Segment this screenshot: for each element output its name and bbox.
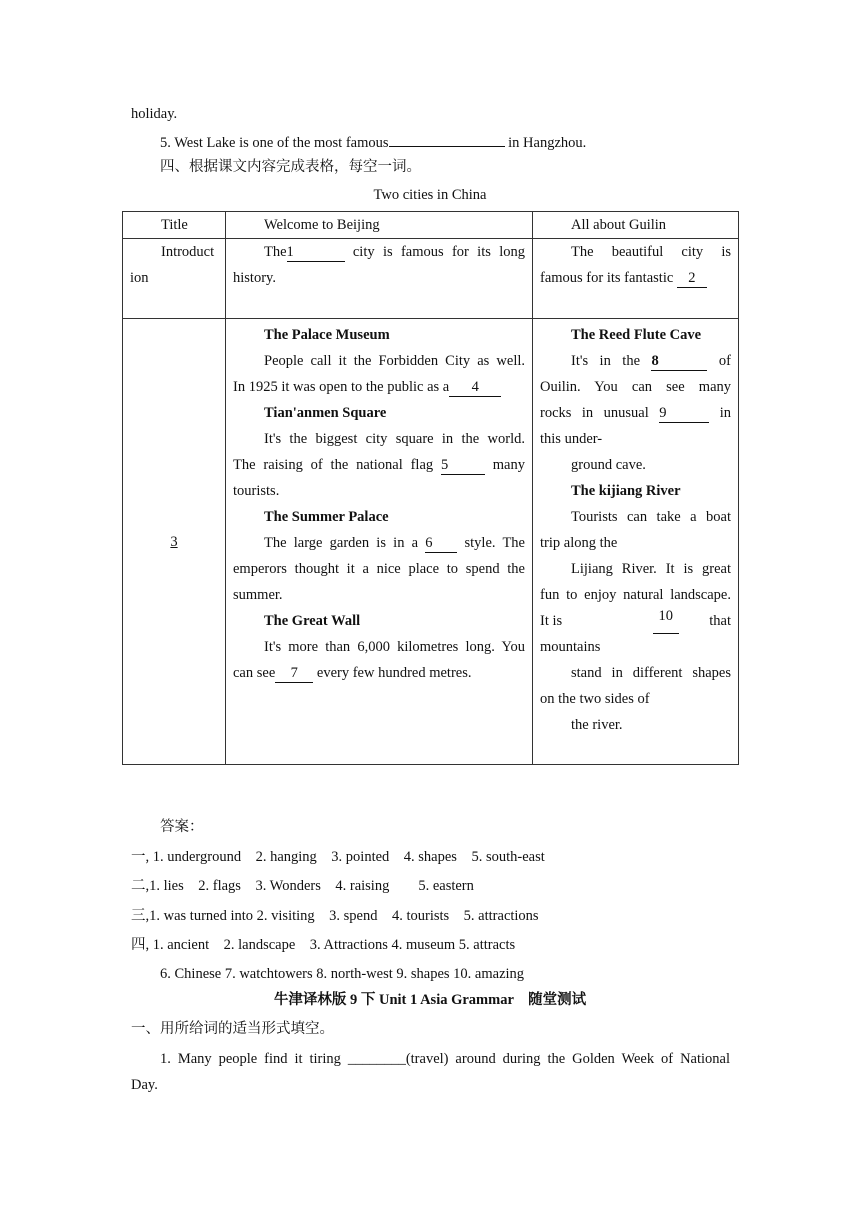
beijing-text: tourists.: [233, 483, 280, 499]
intro-beijing-c: history.: [233, 270, 276, 286]
next-section-title: 牛津译林版 9 下 Unit 1 Asia Grammar 随堂测试: [273, 992, 587, 1008]
table-intro-row: [123, 239, 739, 319]
blank-3[interactable]: 3: [170, 533, 178, 550]
beijing-text-span: In 1925 it was open to the public as a: [233, 379, 450, 395]
beijing-text: [233, 452, 525, 478]
guilin-text: fun to enjoy natural landscape.: [540, 587, 731, 603]
guilin-cell: [533, 319, 739, 765]
guilin-text: [540, 608, 731, 634]
question-1-line2: Day.: [131, 1077, 158, 1093]
guilin-text: stand in different shapes: [571, 665, 731, 681]
beijing-text: [233, 660, 525, 686]
blank-1[interactable]: 1: [287, 244, 345, 262]
guilin-text: mountains: [540, 639, 601, 655]
intro-beijing-cell: [226, 239, 533, 319]
header-beijing: Welcome to Beijing: [226, 212, 533, 239]
intro-label-b: ion: [130, 270, 149, 286]
heading-lijiang-river: The kijiang River: [571, 483, 681, 499]
beijing-text: summer.: [233, 587, 283, 603]
header-title: Title: [123, 212, 226, 239]
blank-4[interactable]: 4: [449, 379, 501, 397]
beijing-text-span: can see: [233, 665, 276, 681]
guilin-text-span: It's in the: [571, 353, 652, 369]
guilin-text: trip along the: [540, 535, 618, 551]
guilin-text: [540, 348, 731, 374]
guilin-text: Lijiang River. It is great: [571, 561, 731, 577]
cities-table: [122, 211, 739, 765]
blank-10[interactable]: 10: [653, 608, 679, 634]
heading-palace-museum: The Palace Museum: [264, 327, 390, 343]
guilin-text-span: in: [709, 405, 731, 421]
answers-row: 四, 1. ancient 2. landscape 3. Attractions 4. museum 5. attracts: [131, 937, 516, 953]
intro-label-a: Introduct: [161, 244, 215, 260]
answers-heading: 答案：: [160, 819, 204, 835]
guilin-text: this under-: [540, 431, 603, 447]
beijing-text: [233, 530, 525, 556]
beijing-text-span: many: [484, 457, 525, 473]
beijing-text: [233, 374, 525, 400]
guilin-text-span: rocks in unusual: [540, 405, 660, 421]
intro-beijing-a: The: [264, 244, 287, 260]
heading-tiananmen: Tian'anmen Square: [264, 405, 387, 421]
table-body-row: [123, 319, 739, 765]
table-title: Two cities in China: [373, 187, 487, 203]
beijing-text-span: The raising of the national flag: [233, 457, 441, 473]
intro-guilin-a: The beautiful city is: [571, 244, 731, 260]
guilin-text-span: of: [707, 353, 731, 369]
guilin-text-span: that: [709, 613, 731, 629]
blank-5[interactable]: 5: [441, 457, 485, 475]
beijing-text-span: every few hundred metres.: [313, 665, 472, 681]
beijing-text-span: The large garden is in a: [264, 535, 426, 551]
question-5-text: 5. West Lake is one of the most famous: [160, 135, 389, 151]
blank-8[interactable]: 8: [651, 353, 707, 371]
guilin-text: ground cave.: [571, 457, 646, 473]
beijing-text: It's more than 6,000 kilometres long. You: [264, 639, 525, 655]
heading-great-wall: The Great Wall: [264, 613, 361, 629]
question-5-text-end: in Hangzhou.: [504, 135, 587, 151]
header-guilin: All about Guilin: [533, 212, 739, 239]
beijing-text: It's the biggest city square in the world.: [264, 431, 525, 447]
answers-row: 二,1. lies 2. flags 3. Wonders 4. raising 5. eastern: [131, 878, 474, 894]
guilin-text: on the two sides of: [540, 691, 650, 707]
question-5: [160, 131, 586, 152]
blank-9[interactable]: 9: [659, 405, 709, 423]
beijing-text: People call it the Forbidden City as well.: [264, 353, 525, 369]
heading-summer-palace: The Summer Palace: [264, 509, 389, 525]
intro-guilin-b: famous for its fantastic: [540, 270, 677, 286]
heading-reed-flute-cave: The Reed Flute Cave: [571, 327, 702, 343]
text-line: holiday.: [131, 106, 178, 122]
beijing-text: emperors thought it a nice place to spend the: [233, 561, 525, 577]
blank-2[interactable]: 2: [677, 270, 707, 288]
guilin-text: [540, 400, 731, 426]
guilin-text: Ouilin. You can see many: [540, 379, 731, 395]
section-4-heading: 四、根据课文内容完成表格，每空一词。: [160, 159, 421, 175]
answers-row: 6. Chinese 7. watchtowers 8. north-west 9. shapes 10. amazing: [160, 966, 525, 982]
beijing-text-span: style. The: [457, 535, 525, 551]
body-label-cell: [123, 319, 226, 765]
next-section-heading: 一、用所给词的适当形式填空。: [131, 1021, 334, 1037]
intro-guilin-line2: [540, 265, 731, 291]
guilin-text-span: It is: [540, 613, 563, 629]
blank-6[interactable]: 6: [425, 535, 457, 553]
beijing-cell: [226, 319, 533, 765]
answer-blank[interactable]: [389, 131, 505, 147]
intro-label-cell: [123, 239, 226, 319]
intro-beijing-b: city is famous for its long: [344, 244, 525, 260]
table-header-row: [123, 212, 739, 239]
blank-7[interactable]: 7: [275, 665, 313, 683]
answers-row: 一, 1. underground 2. hanging 3. pointed 4. shapes 5. south-east: [131, 849, 545, 865]
intro-beijing-line1: [233, 239, 525, 265]
intro-guilin-cell: [533, 239, 739, 319]
question-1-line1: 1. Many people find it tiring ________(travel) around during the Golden Week of National: [160, 1051, 730, 1067]
guilin-text: the river.: [571, 717, 623, 733]
guilin-text: Tourists can take a boat: [571, 509, 731, 525]
answers-row: 三,1. was turned into 2. visiting 3. spend 4. tourists 5. attractions: [131, 908, 539, 924]
